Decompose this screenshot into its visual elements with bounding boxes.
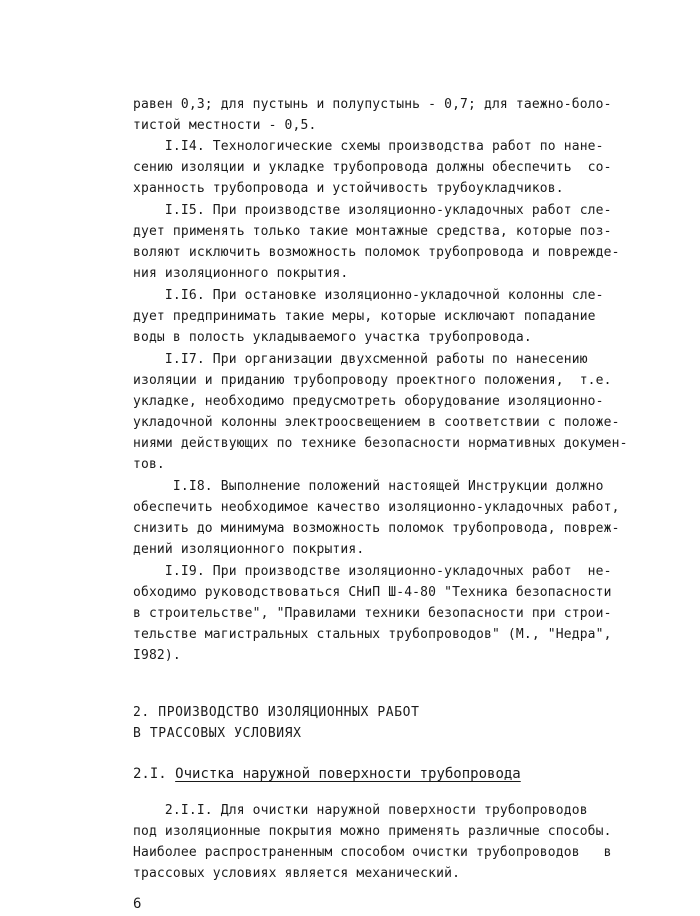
page-number: 6 [133,896,142,912]
text-line: трассовых условиях является механический. [133,866,461,881]
text-line: воды в полость укладываемого участка трубопровода. [133,330,532,345]
text-line: под изоляционные покрытия можно применять различные способы. [133,824,612,839]
text-line: I.I4. Технологические схемы производства работ по нане- [133,139,604,154]
subsection-heading [133,765,521,783]
text-line: укладке, необходимо предусмотреть оборудование изоляционно- [133,394,604,409]
text-line: I.I8. Выполнение положений настоящей Инструкции должно [133,479,604,494]
text-line: I.I7. При организации двухсменной работы по нанесению [133,352,588,367]
subsection-number: 2.I. [133,766,176,782]
subsection-title: Очистка наружной поверхности трубопровода [175,766,521,782]
text-line: I.I6. При остановке изоляционно-укладочной колонны сле- [133,288,604,303]
section-heading: В ТРАССОВЫХ УСЛОВИЯХ [133,726,302,741]
text-line: I982). [133,648,181,663]
text-line: дений изоляционного покрытия. [133,542,365,557]
text-line: обеспечить необходимое качество изоляционно-укладочных работ, [133,500,620,515]
text-line: Наиболее распространенным способом очистки трубопроводов в [133,845,612,860]
text-line: сению изоляции и укладке трубопровода должны обеспечить со- [133,160,612,175]
text-line: дует применять только такие монтажные средства, которые поз- [133,224,612,239]
text-line: тельстве магистральных стальных трубопроводов" (М., "Недра", [133,627,612,642]
text-line: тов. [133,457,165,472]
text-line: равен 0,3; для пустынь и полупустынь - 0,7; для таежно-боло- [133,97,612,112]
text-line: 2.I.I. Для очистки наружной поверхности трубопроводов [133,803,588,818]
text-line: хранность трубопровода и устойчивость трубоукладчиков. [133,181,564,196]
text-line: снизить до минимума возможность поломок трубопровода, повреж- [133,521,620,536]
text-line: I.I5. При производстве изоляционно-укладочных работ сле- [133,203,612,218]
text-line: ния изоляционного покрытия. [133,266,349,281]
text-line: изоляции и приданию трубопроводу проектного положения, т.е. [133,373,612,388]
text-line: в строительстве", "Правилами техники безопасности при строи- [133,606,612,621]
text-line: ниями действующих по технике безопасности нормативных докумен- [133,436,628,451]
text-line: тистой местности - 0,5. [133,118,317,133]
section-heading: 2. ПРОИЗВОДСТВО ИЗОЛЯЦИОННЫХ РАБОТ [133,705,420,720]
text-line: укладочной колонны электроосвещением в соответствии с положе- [133,415,620,430]
text-line: воляют исключить возможность поломок трубопровода и поврежде- [133,245,620,260]
text-line: обходимо руководствоваться СНиП Ш-4-80 "Техника безопасности [133,585,612,600]
text-line: дует предпринимать такие меры, которые исключают попадание [133,309,596,324]
text-line: I.I9. При производстве изоляционно-укладочных работ не- [133,564,612,579]
